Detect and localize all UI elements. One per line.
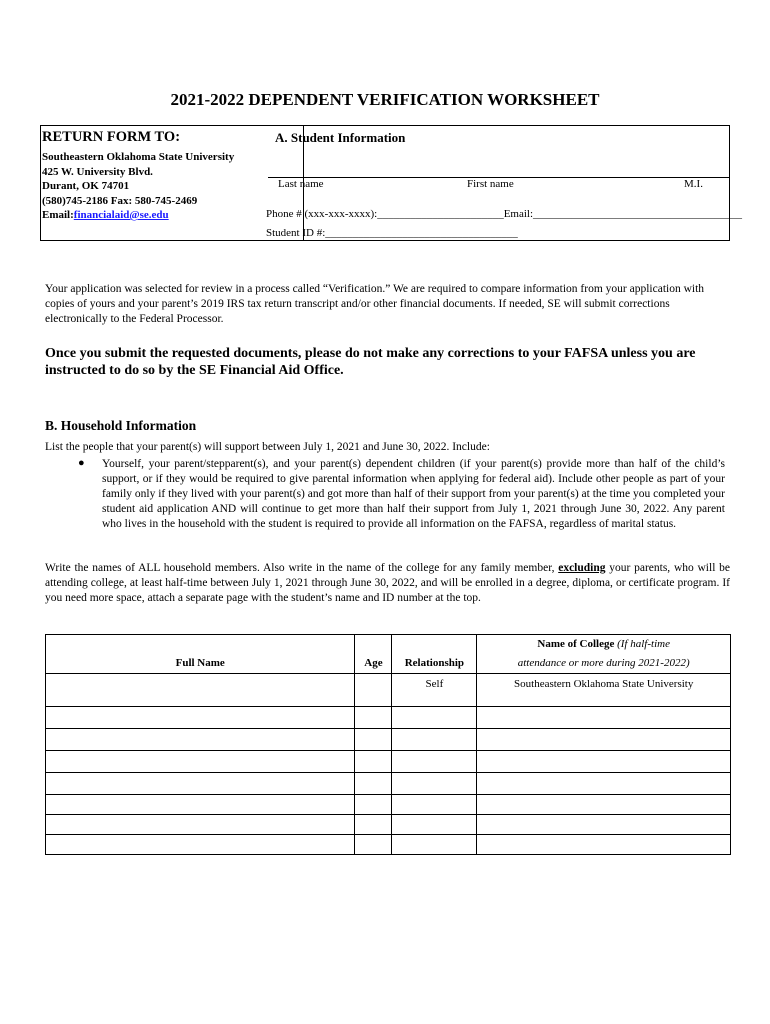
cell-relationship[interactable]: Self: [392, 674, 477, 707]
cell-full-name[interactable]: [46, 815, 355, 835]
cell-college[interactable]: [477, 751, 731, 773]
cell-full-name[interactable]: [46, 773, 355, 795]
header-college-note-1: (If half-time: [614, 637, 670, 650]
section-b-letter: B: [45, 418, 55, 433]
address-street: 425 W. University Blvd.: [42, 165, 153, 178]
cell-relationship[interactable]: [392, 835, 477, 855]
cell-age[interactable]: [355, 707, 392, 729]
table-row: [46, 773, 731, 795]
table-row: [46, 751, 731, 773]
cell-relationship[interactable]: [392, 707, 477, 729]
cell-college[interactable]: [477, 773, 731, 795]
write-names-pre: Write the names of ALL household members. Also write in the name of the college for any family member,: [45, 562, 559, 574]
header-age: Age: [355, 635, 392, 674]
cell-full-name[interactable]: [46, 674, 355, 707]
header-full-name: Full Name: [46, 635, 355, 674]
cell-college[interactable]: [477, 795, 731, 815]
header-relationship: Relationship: [392, 635, 477, 674]
cell-full-name[interactable]: [46, 835, 355, 855]
cell-age[interactable]: [355, 815, 392, 835]
first-name-label: First name: [467, 178, 514, 190]
cell-relationship[interactable]: [392, 795, 477, 815]
cell-age[interactable]: [355, 835, 392, 855]
address-org: Southeastern Oklahoma State University: [42, 151, 235, 163]
student-id-field[interactable]: Student ID #:___________________________________: [266, 227, 518, 239]
excluding-emphasis: excluding: [558, 562, 606, 574]
warning-paragraph: Once you submit the requested documents, please do not make any corrections to your FAFSA unless you are instructed to do so by the SE Financial Aid Office.: [45, 346, 696, 378]
cell-full-name[interactable]: [46, 707, 355, 729]
phone-email-field[interactable]: Phone # (xxx-xxx-xxxx):_______________________Email:______________________________________: [266, 208, 743, 220]
cell-age[interactable]: [355, 729, 392, 751]
address-email-row: [42, 208, 234, 223]
cell-age[interactable]: [355, 674, 392, 707]
table-row: [46, 674, 731, 707]
bullet-dot-icon: ●: [78, 457, 85, 469]
cell-age[interactable]: [355, 751, 392, 773]
middle-initial-label: M.I.: [684, 178, 703, 190]
last-name-label: Last name: [278, 178, 324, 190]
address-city: Durant, OK 74701: [42, 180, 130, 192]
cell-relationship[interactable]: [392, 773, 477, 795]
cell-full-name[interactable]: [46, 795, 355, 815]
email-label: Email:: [42, 209, 74, 221]
cell-college[interactable]: [477, 815, 731, 835]
cell-college[interactable]: [477, 729, 731, 751]
cell-relationship[interactable]: [392, 815, 477, 835]
return-form-heading: RETURN FORM TO:: [42, 129, 181, 145]
intro-paragraph: Your application was selected for review in a process called “Verification.” We are required to compare information from your application with copies of yours and your parent’s 2019 IRS tax return transcript and/or other financial documents. If needed, SE will submit corrections electronically to the Federal Processor.: [45, 283, 705, 325]
header-college-label: Name of College: [537, 637, 615, 650]
cell-age[interactable]: [355, 795, 392, 815]
cell-relationship[interactable]: [392, 751, 477, 773]
household-table: [45, 634, 731, 855]
table-row: [46, 835, 731, 855]
write-names-post: your parents, who will be attending college, at least half-time between July 1, 2021 through June 30, 2022, and will be enrolled in a degree, diploma, or certificate program. If you need more space, attach a separate page with the student’s name and ID number at the top.: [45, 562, 730, 604]
section-b-title: . Household Information: [54, 418, 197, 433]
name-line-end-tick: [729, 177, 730, 191]
return-address: [42, 150, 234, 223]
page-title: 2021-2022 DEPENDENT VERIFICATION WORKSHEET: [170, 90, 600, 109]
email-link[interactable]: financialaid@se.edu: [73, 209, 169, 221]
table-row: [46, 815, 731, 835]
table-row: [46, 707, 731, 729]
bullet-text: Yourself, your parent/stepparent(s), and your parent(s) dependent children (if your parent(s) provide more than half of the child’s support, or if they would be required to give parental information when applying for federal aid). Include other people as part of your family only if they lived with your parent(s) and got more than half of their support from your parent(s) at the time you completed your student aid application AND will continue to get more than half their support from July 1, 2021 through June 30, 2022. Any parent who lives in the household with the student is required to provide all information on the FAFSA, regardless of marital status.: [102, 458, 725, 530]
cell-college[interactable]: [477, 707, 731, 729]
header-college-note: [477, 653, 731, 674]
write-names-paragraph: [45, 561, 730, 606]
cell-college[interactable]: Southeastern Oklahoma State University: [477, 674, 731, 707]
header-college-note-2: attendance or more during 2021-2022): [517, 656, 690, 669]
cell-full-name[interactable]: [46, 729, 355, 751]
cell-relationship[interactable]: [392, 729, 477, 751]
section-a-heading: A. Student Information: [275, 130, 406, 145]
cell-full-name[interactable]: [46, 751, 355, 773]
cell-college[interactable]: [477, 835, 731, 855]
table-row: [46, 795, 731, 815]
header-college: [477, 635, 731, 653]
section-b-heading: [45, 418, 196, 434]
list-intro: List the people that your parent(s) will support between July 1, 2021 and June 30, 2022. Include:: [45, 441, 490, 453]
cell-age[interactable]: [355, 773, 392, 795]
address-phone-fax: (580)745-2186 Fax: 580-745-2469: [42, 194, 198, 207]
table-row: [46, 729, 731, 751]
